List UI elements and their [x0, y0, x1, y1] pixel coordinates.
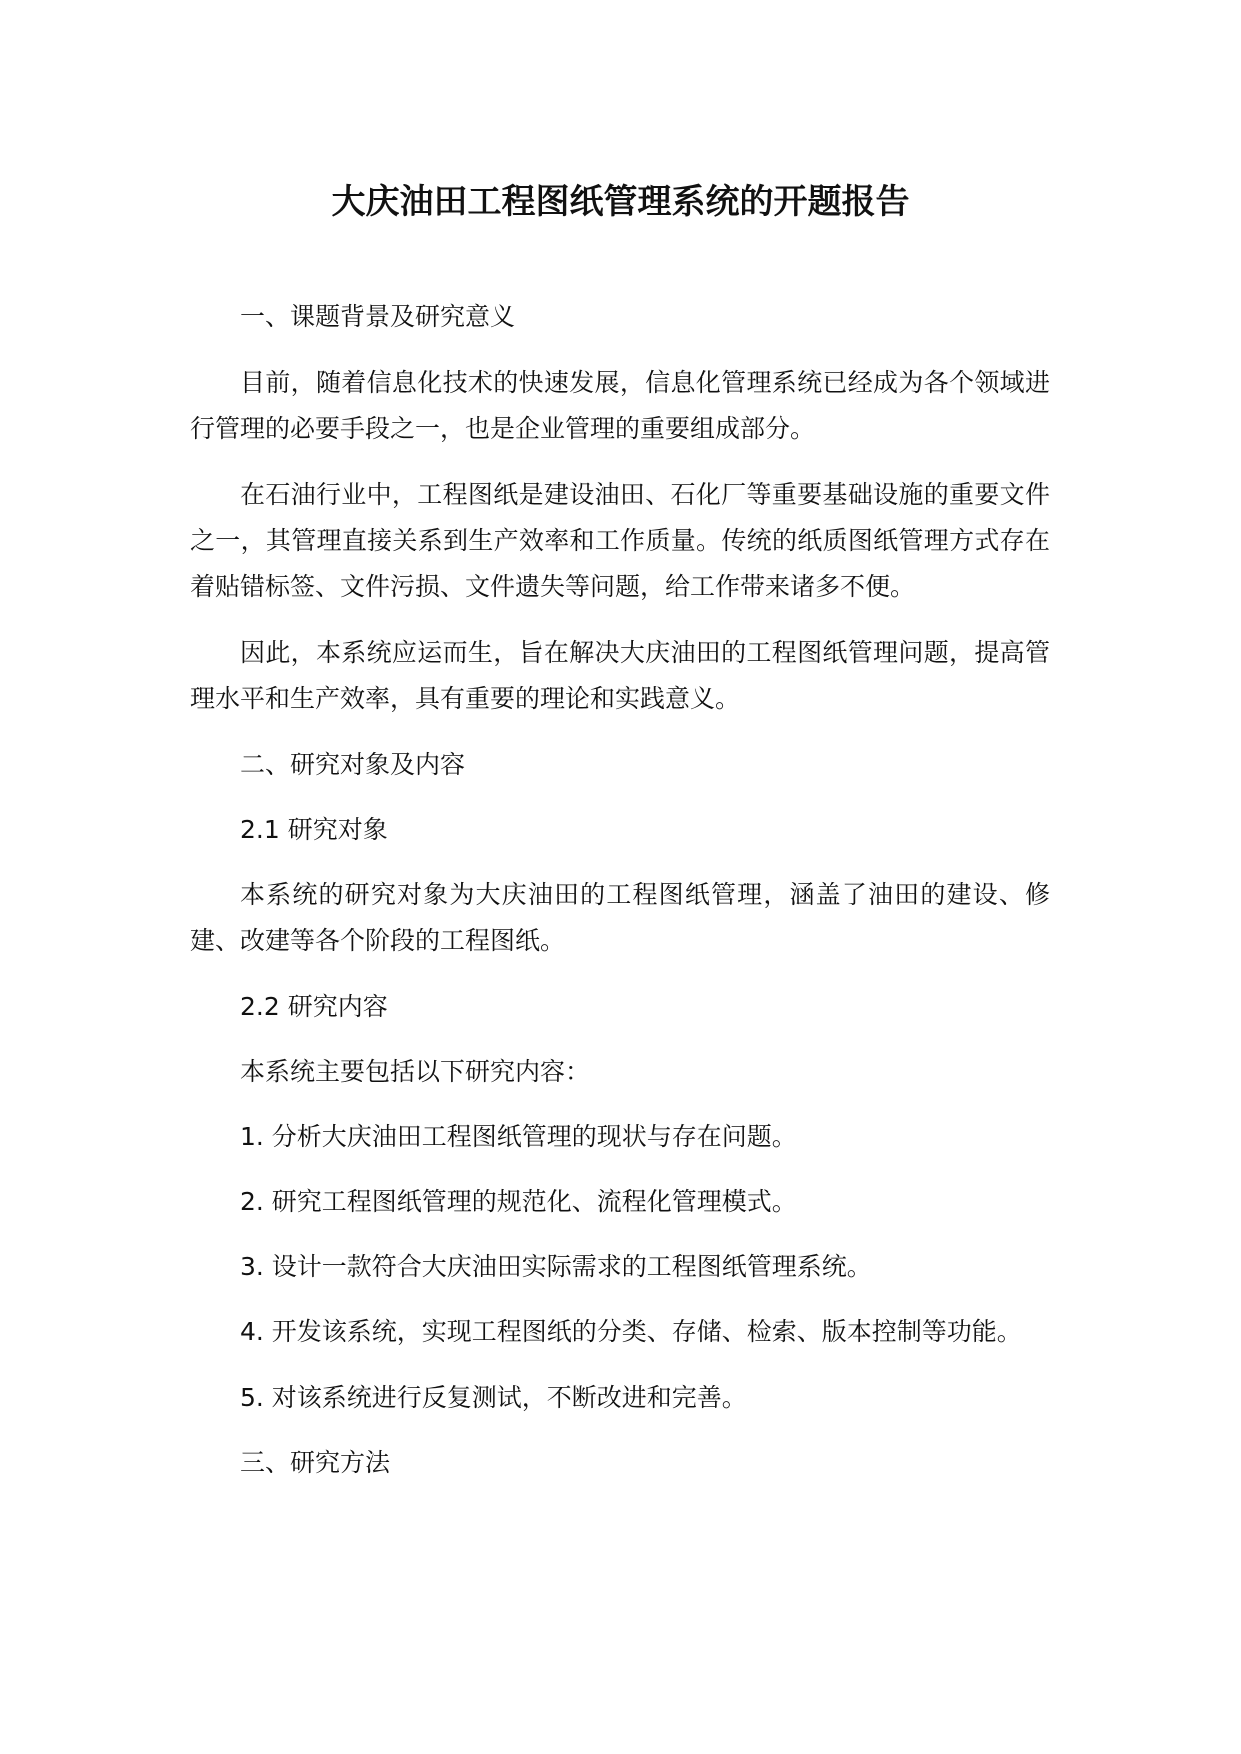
document-title: 大庆油田工程图纸管理系统的开题报告	[331, 182, 910, 222]
subheading-research-object: 2.1 研究对象	[240, 815, 388, 844]
list-item-3: 3. 设计一款符合大庆油田实际需求的工程图纸管理系统。	[240, 1252, 872, 1281]
section-heading-methods: 三、研究方法	[240, 1448, 391, 1477]
list-item-4: 4. 开发该系统，实现工程图纸的分类、存储、检索、版本控制等功能。	[240, 1317, 1022, 1346]
paragraph-purpose: 因此，本系统应运而生，旨在解决大庆油田的工程图纸管理问题，提高管理水平和生产效率，具有重要的理论和实践意义。	[190, 638, 1050, 713]
paragraph-research-object: 本系统的研究对象为大庆油田的工程图纸管理，涵盖了油田的建设、修建、改建等各个阶段的工程图纸。	[190, 880, 1050, 955]
list-item-2: 2. 研究工程图纸管理的规范化、流程化管理模式。	[240, 1187, 797, 1216]
paragraph-intro: 目前，随着信息化技术的快速发展，信息化管理系统已经成为各个领域进行管理的必要手段之一，也是企业管理的重要组成部分。	[190, 368, 1050, 443]
paragraph-petroleum-industry: 在石油行业中，工程图纸是建设油田、石化厂等重要基础设施的重要文件之一，其管理直接关系到生产效率和工作质量。传统的纸质图纸管理方式存在着贴错标签、文件污损、文件遗失等问题，给工作带来诸多不便。	[190, 480, 1050, 601]
subheading-research-content: 2.2 研究内容	[240, 992, 388, 1021]
paragraph-content-intro: 本系统主要包括以下研究内容：	[240, 1057, 591, 1086]
section-heading-object-content: 二、研究对象及内容	[240, 750, 466, 779]
list-item-1: 1. 分析大庆油田工程图纸管理的现状与存在问题。	[240, 1122, 797, 1151]
section-heading-background: 一、课题背景及研究意义	[240, 302, 516, 331]
document-body	[190, 294, 1050, 1486]
list-item-5: 5. 对该系统进行反复测试，不断改进和完善。	[240, 1383, 747, 1412]
